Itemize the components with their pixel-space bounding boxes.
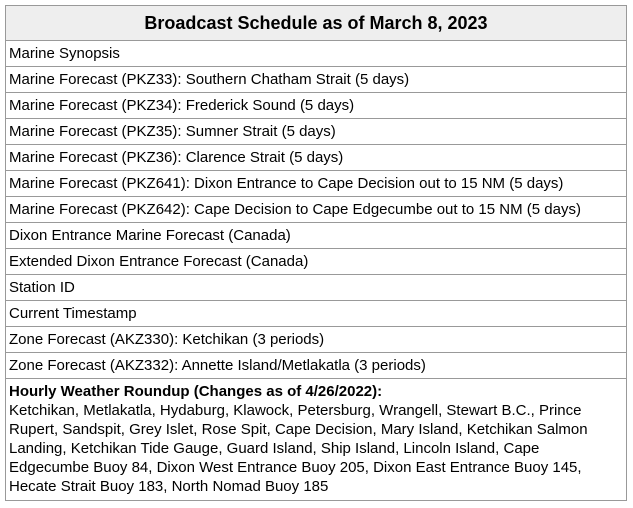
table-row xyxy=(6,171,627,197)
table-title: Broadcast Schedule as of March 8, 2023 xyxy=(6,6,627,41)
row-extended-dixon-forecast: Extended Dixon Entrance Forecast (Canada) xyxy=(6,249,627,275)
broadcast-schedule xyxy=(5,5,627,501)
row-pkz33: Marine Forecast (PKZ33): Southern Chatham Strait (5 days) xyxy=(6,67,627,93)
table-header-row xyxy=(6,6,627,41)
table-row xyxy=(6,41,627,67)
roundup-stations: Ketchikan, Metlakatla, Hydaburg, Klawock, Petersburg, Wrangell, Stewart B.C., Prince Rupert, Sandspit, Grey Islet, Rose Spit, Cape Decision, Mary Island, Ketchikan Salmon Landing, Ketchikan Tide Gauge, Guard Island, Ship Island, Lincoln Island, Cape Edgecumbe Buoy 84, Dixon West Entrance Buoy 205, Dixon East Entrance Buoy 145, Hecate Strait Buoy 183, North Nomad Buoy 185 xyxy=(9,402,588,495)
table-row xyxy=(6,249,627,275)
row-dixon-entrance-forecast: Dixon Entrance Marine Forecast (Canada) xyxy=(6,223,627,249)
row-pkz34: Marine Forecast (PKZ34): Frederick Sound (5 days) xyxy=(6,93,627,119)
row-hourly-roundup xyxy=(6,379,627,501)
row-pkz36: Marine Forecast (PKZ36): Clarence Strait (5 days) xyxy=(6,145,627,171)
table-row xyxy=(6,93,627,119)
table-row xyxy=(6,327,627,353)
row-current-timestamp: Current Timestamp xyxy=(6,301,627,327)
table-row xyxy=(6,67,627,93)
row-marine-synopsis: Marine Synopsis xyxy=(6,41,627,67)
table-row xyxy=(6,379,627,501)
row-pkz35: Marine Forecast (PKZ35): Sumner Strait (5 days) xyxy=(6,119,627,145)
table-row xyxy=(6,119,627,145)
row-pkz642: Marine Forecast (PKZ642): Cape Decision to Cape Edgecumbe out to 15 NM (5 days) xyxy=(6,197,627,223)
table-row xyxy=(6,197,627,223)
roundup-title: Hourly Weather Roundup (Changes as of 4/26/2022): xyxy=(9,383,383,400)
table-row xyxy=(6,301,627,327)
row-pkz641: Marine Forecast (PKZ641): Dixon Entrance to Cape Decision out to 15 NM (5 days) xyxy=(6,171,627,197)
row-station-id: Station ID xyxy=(6,275,627,301)
table-row xyxy=(6,275,627,301)
row-akz330: Zone Forecast (AKZ330): Ketchikan (3 periods) xyxy=(6,327,627,353)
table-row xyxy=(6,223,627,249)
row-akz332: Zone Forecast (AKZ332): Annette Island/Metlakatla (3 periods) xyxy=(6,353,627,379)
table-row xyxy=(6,145,627,171)
schedule-table xyxy=(5,5,627,501)
table-row xyxy=(6,353,627,379)
